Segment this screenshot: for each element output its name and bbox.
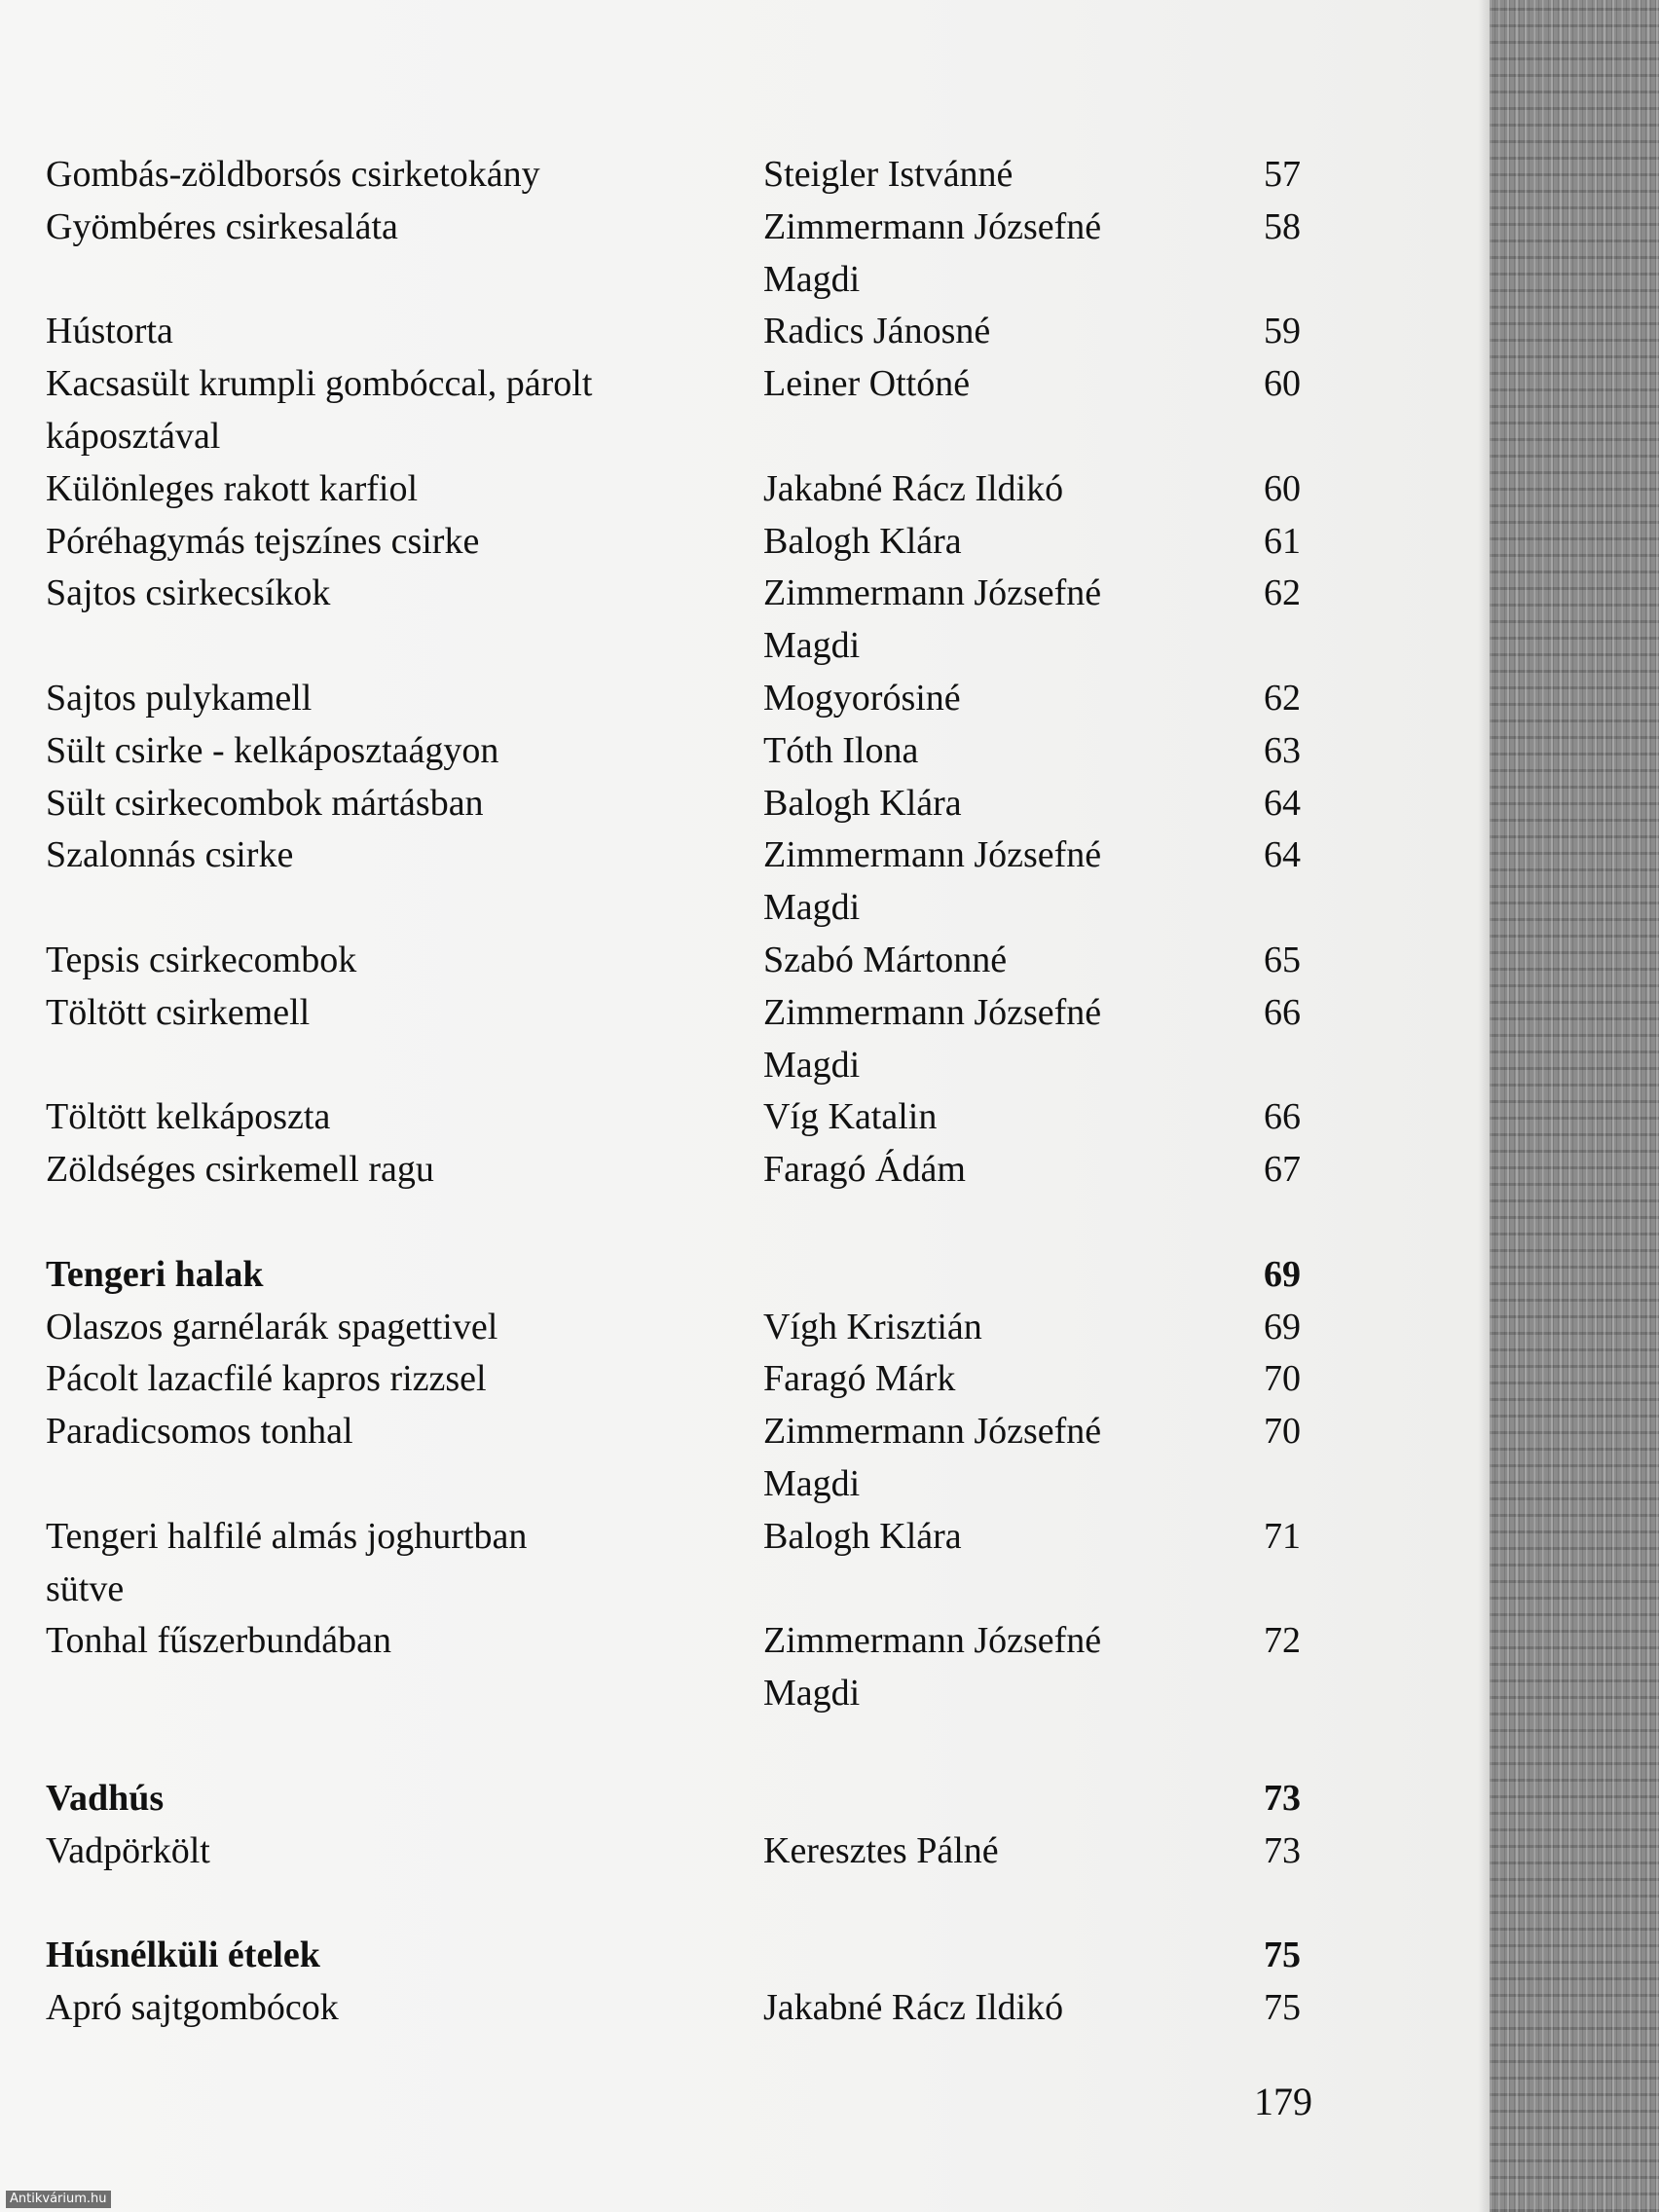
toc-row	[0, 1405, 1363, 1457]
recipe-title: Kacsasült krumpli gombóccal, párolt	[46, 363, 593, 404]
recipe-author: Tóth Ilona	[763, 730, 919, 771]
toc-row	[0, 724, 1363, 777]
recipe-title: Apró sajtgombócok	[46, 1987, 339, 2028]
toc-row	[0, 567, 1363, 619]
toc-row	[0, 829, 1363, 881]
toc-row	[0, 672, 1363, 724]
section-title: Tengeri halak	[46, 1254, 264, 1295]
recipe-title: Gombás-zöldborsós csirketokány	[46, 154, 540, 195]
recipe-title: Olaszos garnélarák spagettivel	[46, 1307, 498, 1347]
recipe-author: Zimmermann Józsefné	[763, 1620, 1102, 1661]
page-ref: 67	[1264, 1149, 1301, 1190]
recipe-title: Pácolt lazacfilé kapros rizzsel	[46, 1358, 487, 1399]
toc-row	[0, 881, 1363, 934]
recipe-author: Balogh Klára	[763, 1516, 962, 1557]
page-ref: 71	[1264, 1516, 1301, 1557]
page-ref: 70	[1264, 1358, 1301, 1399]
toc-row	[0, 1301, 1363, 1353]
section-heading	[0, 1772, 1363, 1825]
page-ref: 75	[1264, 1987, 1301, 2028]
recipe-author: Faragó Márk	[763, 1358, 956, 1399]
page-ref: 60	[1264, 468, 1301, 509]
toc-row	[0, 462, 1363, 515]
page-ref: 66	[1264, 1096, 1301, 1137]
page-ref: 75	[1264, 1935, 1301, 1975]
toc-row	[0, 515, 1363, 568]
recipe-title: Sült csirke - kelkáposztaágyon	[46, 730, 499, 771]
page-ref: 64	[1264, 834, 1301, 875]
recipe-title: Sült csirkecombok mártásban	[46, 783, 484, 824]
page-ref: 63	[1264, 730, 1301, 771]
recipe-author: Balogh Klára	[763, 521, 962, 562]
recipe-title: Sajtos pulykamell	[46, 678, 313, 719]
recipe-title: Vadpörkölt	[46, 1830, 210, 1871]
recipe-author: Jakabné Rácz Ildikó	[763, 468, 1064, 509]
toc-row	[0, 201, 1363, 253]
recipe-author: Radics Jánosné	[763, 311, 991, 351]
toc-row	[0, 1981, 1363, 2034]
toc-row	[0, 1563, 1363, 1615]
toc-row	[0, 410, 1363, 462]
toc-row	[0, 777, 1363, 830]
recipe-title: Szalonnás csirke	[46, 834, 294, 875]
recipe-title: Sajtos csirkecsíkok	[46, 572, 331, 613]
recipe-author: Zimmermann Józsefné	[763, 206, 1102, 247]
recipe-author: Mogyorósiné	[763, 678, 961, 719]
page-ref: 73	[1264, 1830, 1301, 1871]
recipe-title: Töltött kelkáposzta	[46, 1096, 331, 1137]
toc-row	[0, 253, 1363, 306]
page-ref: 70	[1264, 1411, 1301, 1452]
toc-row	[0, 1614, 1363, 1667]
recipe-author: Balogh Klára	[763, 783, 962, 824]
toc-row	[0, 148, 1363, 201]
recipe-author: Zimmermann Józsefné	[763, 992, 1102, 1033]
recipe-author: Szabó Mártonné	[763, 940, 1008, 980]
toc-row	[0, 1039, 1363, 1091]
section-heading	[0, 1929, 1363, 1981]
toc-row	[0, 934, 1363, 986]
recipe-title: Töltött csirkemell	[46, 992, 311, 1033]
page-ref: 62	[1264, 678, 1301, 719]
page-ref: 58	[1264, 206, 1301, 247]
recipe-title: káposztával	[46, 416, 221, 457]
recipe-author: Leiner Ottóné	[763, 363, 971, 404]
recipe-author: Magdi	[763, 1673, 861, 1714]
section-title: Vadhús	[46, 1778, 165, 1819]
book-binding	[1490, 0, 1659, 2212]
page-ref: 60	[1264, 363, 1301, 404]
toc-row	[0, 1090, 1363, 1143]
toc-row	[0, 1352, 1363, 1405]
recipe-author: Steigler Istvánné	[763, 154, 1014, 195]
toc-row	[0, 1457, 1363, 1510]
recipe-title: Zöldséges csirkemell ragu	[46, 1149, 434, 1190]
recipe-title: sütve	[46, 1568, 125, 1609]
page-ref: 61	[1264, 521, 1301, 562]
recipe-author: Magdi	[763, 1463, 861, 1504]
recipe-title: Póréhagymás tejszínes csirke	[46, 521, 480, 562]
recipe-title: Tengeri halfilé almás joghurtban	[46, 1516, 528, 1557]
recipe-author: Faragó Ádám	[763, 1149, 966, 1190]
recipe-author: Magdi	[763, 625, 861, 666]
page-ref: 62	[1264, 572, 1301, 613]
recipe-author: Víg Katalin	[763, 1096, 938, 1137]
page-ref: 73	[1264, 1778, 1301, 1819]
recipe-author: Jakabné Rácz Ildikó	[763, 1987, 1064, 2028]
page-ref: 66	[1264, 992, 1301, 1033]
recipe-author: Magdi	[763, 887, 861, 928]
toc-row	[0, 357, 1363, 410]
page-ref: 65	[1264, 940, 1301, 980]
page-number: 179	[1254, 2080, 1312, 2123]
recipe-author: Magdi	[763, 259, 861, 300]
page-ref: 69	[1264, 1307, 1301, 1347]
recipe-author: Zimmermann Józsefné	[763, 572, 1102, 613]
watermark: Antikvárium.hu	[6, 2191, 111, 2208]
page-ref: 72	[1264, 1620, 1301, 1661]
toc-row	[0, 1876, 1363, 1929]
toc-row	[0, 1510, 1363, 1563]
recipe-title: Tepsis csirkecombok	[46, 940, 357, 980]
page-ref: 69	[1264, 1254, 1301, 1295]
recipe-author: Vígh Krisztián	[763, 1307, 982, 1347]
recipe-title: Gyömbéres csirkesaláta	[46, 206, 398, 247]
page-ref: 57	[1264, 154, 1301, 195]
recipe-title: Hústorta	[46, 311, 173, 351]
page-ref: 59	[1264, 311, 1301, 351]
toc-row	[0, 1825, 1363, 1877]
section-title: Húsnélküli ételek	[46, 1935, 320, 1975]
toc-row	[0, 1196, 1363, 1248]
toc-row	[0, 1143, 1363, 1196]
toc-row	[0, 1719, 1363, 1772]
recipe-author: Zimmermann Józsefné	[763, 834, 1102, 875]
recipe-title: Tonhal fűszerbundában	[46, 1620, 392, 1661]
recipe-author: Magdi	[763, 1045, 861, 1086]
recipe-author: Keresztes Pálné	[763, 1830, 999, 1871]
toc-row	[0, 986, 1363, 1039]
recipe-title: Különleges rakott karfiol	[46, 468, 419, 509]
recipe-author: Zimmermann Józsefné	[763, 1411, 1102, 1452]
toc-row	[0, 1667, 1363, 1719]
toc-row	[0, 619, 1363, 672]
toc-row	[0, 305, 1363, 357]
page-ref: 64	[1264, 783, 1301, 824]
section-heading	[0, 1248, 1363, 1301]
recipe-title: Paradicsomos tonhal	[46, 1411, 353, 1452]
